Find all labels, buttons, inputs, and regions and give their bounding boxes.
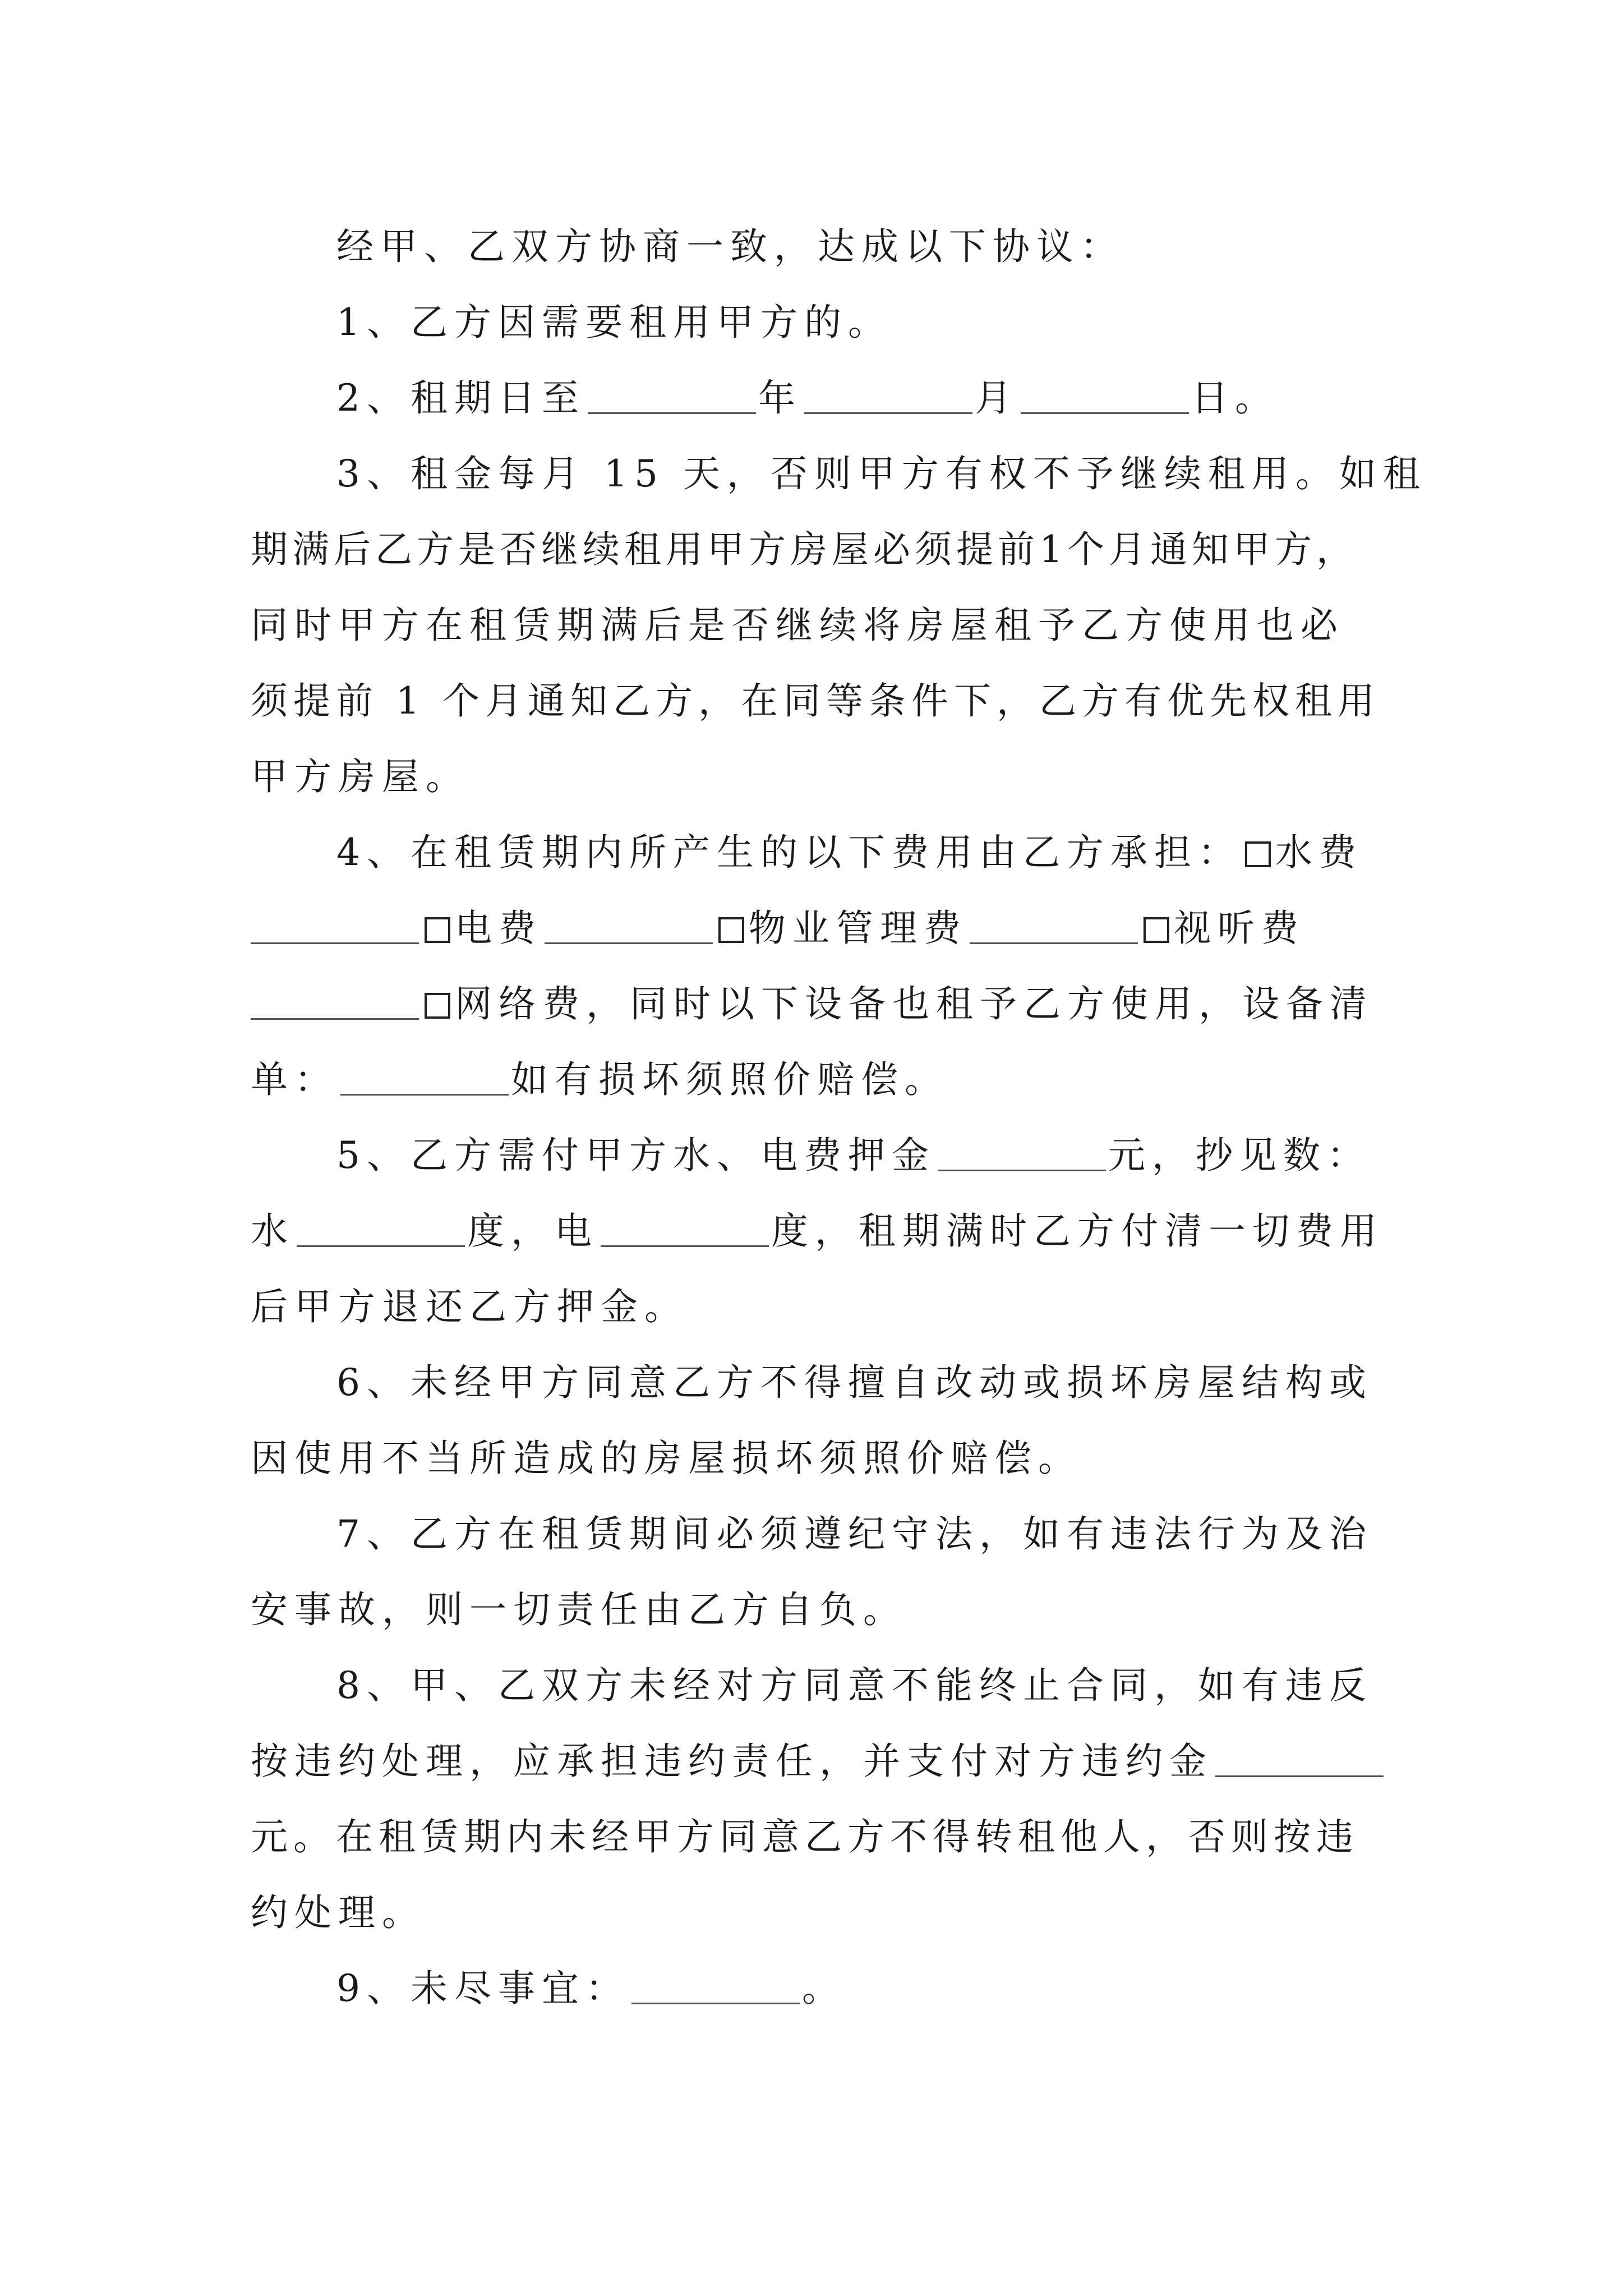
blank-field — [631, 1967, 800, 2004]
clause-3-line-1 — [336, 435, 1427, 513]
blank-field — [297, 1209, 465, 1247]
clause-7-text: 安事故，则一切责任由乙方自负。 — [251, 1588, 907, 1631]
clause-8-line-1 — [336, 1646, 1469, 1725]
clause-7-line-2 — [251, 1571, 1384, 1649]
tv-fee-label: 视听费 — [1174, 907, 1305, 950]
blank-field — [545, 907, 713, 944]
clause-6-line-1 — [336, 1343, 1469, 1422]
clause-8-text: 按违约处理，应承担违约责任，并支付对方违约金 — [251, 1740, 1213, 1783]
blank-field — [1215, 1740, 1384, 1777]
clause-6-text: 因使用不当所造成的房屋损坏须照价赔偿。 — [251, 1437, 1082, 1480]
blank-field — [938, 1134, 1106, 1171]
clause-9-text: 9、未尽事宜： — [336, 1967, 629, 2010]
electric-fee-label: 电费 — [455, 907, 542, 950]
electric-reading-label: 度，电 — [467, 1209, 598, 1253]
clause-5-line-1 — [336, 1116, 1469, 1195]
clause-3-line-5 — [251, 738, 1384, 816]
blank-field — [251, 907, 419, 944]
clause-3-text: 期满后乙方是否继续租用甲方房屋必须提前1个月通知甲方， — [251, 528, 1358, 571]
checkbox-water[interactable] — [1245, 841, 1271, 867]
clause-4-line-4 — [251, 1041, 1384, 1119]
blank-field — [804, 376, 972, 414]
blank-field — [251, 982, 419, 1020]
blank-field — [1021, 376, 1189, 414]
network-fee-label: 网络费，同时以下设备也租予乙方使用，设备清 — [455, 982, 1373, 1025]
clause-5-text-a: 5、乙方需付甲方水、电费押金 — [336, 1134, 935, 1177]
clause-3-text: 3、租金每月 15 天，否则甲方有权不予继续租用。如租 — [336, 452, 1427, 495]
intro-text: 经甲、乙双方协商一致，达成以下协议： — [336, 225, 1124, 268]
intro-line — [336, 208, 1469, 286]
clause-1-text: 1、乙方因需要租用甲方的。 — [336, 301, 892, 344]
clause-2-text-b: 年 — [758, 376, 802, 420]
clause-3-line-2 — [251, 510, 1384, 589]
blank-field — [340, 1058, 509, 1096]
clause-5-line-2 — [251, 1192, 1384, 1271]
clause-3-text: 甲方房屋。 — [251, 755, 469, 798]
clause-8-text: 约处理。 — [251, 1891, 426, 1934]
clause-8-text: 元。在租赁期内未经甲方同意乙方不得转租他人，否则按违 — [251, 1815, 1359, 1858]
clause-8-line-4 — [251, 1874, 1384, 1952]
clause-1 — [336, 283, 1469, 362]
clause-2-text-d: 日。 — [1191, 376, 1279, 420]
clause-8-text: 8、甲、乙双方未经对方同意不能终止合同，如有违反 — [336, 1664, 1373, 1707]
clause-7-text: 7、乙方在租赁期间必须遵纪守法，如有违法行为及治 — [336, 1512, 1373, 1556]
checkbox-property[interactable] — [718, 917, 744, 943]
clause-3-line-4 — [251, 662, 1384, 740]
clause-2-text-c: 月 — [975, 376, 1018, 420]
clause-8-line-3 — [251, 1798, 1384, 1876]
clause-9-end: 。 — [802, 1967, 846, 2010]
clause-9 — [336, 1949, 1469, 2028]
clause-4-line-1 — [336, 813, 1469, 892]
clause-5-line-3 — [251, 1268, 1384, 1346]
clause-4-line-2 — [251, 889, 1384, 968]
clause-5-text-b: 元，抄见数： — [1108, 1134, 1371, 1177]
damage-text: 如有损坏须照价赔偿。 — [511, 1058, 948, 1101]
checkbox-tv[interactable] — [1144, 917, 1169, 943]
clause-3-line-3 — [251, 586, 1384, 665]
water-reading-label: 水 — [251, 1209, 294, 1253]
clause-3-text: 须提前 1 个月通知乙方，在同等条件下，乙方有优先权租用 — [251, 679, 1380, 723]
clause-3-text: 同时甲方在租赁期满后是否继续将房屋租予乙方使用也必 — [251, 604, 1344, 647]
blank-field — [588, 376, 756, 414]
clause-8-line-2 — [251, 1722, 1384, 1801]
clause-2-text-a: 2、租期日至 — [336, 376, 585, 420]
water-fee-label: 水费 — [1275, 831, 1363, 874]
clause-5-text-c: 度，租期满时乙方付清一切费用 — [771, 1209, 1384, 1253]
clause-6-text: 6、未经甲方同意乙方不得擅自改动或损坏房屋结构或 — [336, 1361, 1373, 1404]
clause-7-line-1 — [336, 1495, 1469, 1573]
blank-field — [601, 1209, 769, 1247]
clause-6-line-2 — [251, 1419, 1384, 1498]
equipment-list-label: 单： — [251, 1058, 338, 1101]
blank-field — [970, 907, 1138, 944]
clause-2 — [336, 359, 1469, 438]
clause-4-line-3 — [251, 965, 1384, 1043]
checkbox-network[interactable] — [425, 993, 450, 1019]
checkbox-electric[interactable] — [425, 917, 450, 943]
clause-5-text-d: 后甲方退还乙方押金。 — [251, 1285, 688, 1328]
property-fee-label: 物业管理费 — [749, 907, 967, 950]
clause-4-text: 4、在租赁期内所产生的以下费用由乙方承担： — [336, 831, 1242, 874]
